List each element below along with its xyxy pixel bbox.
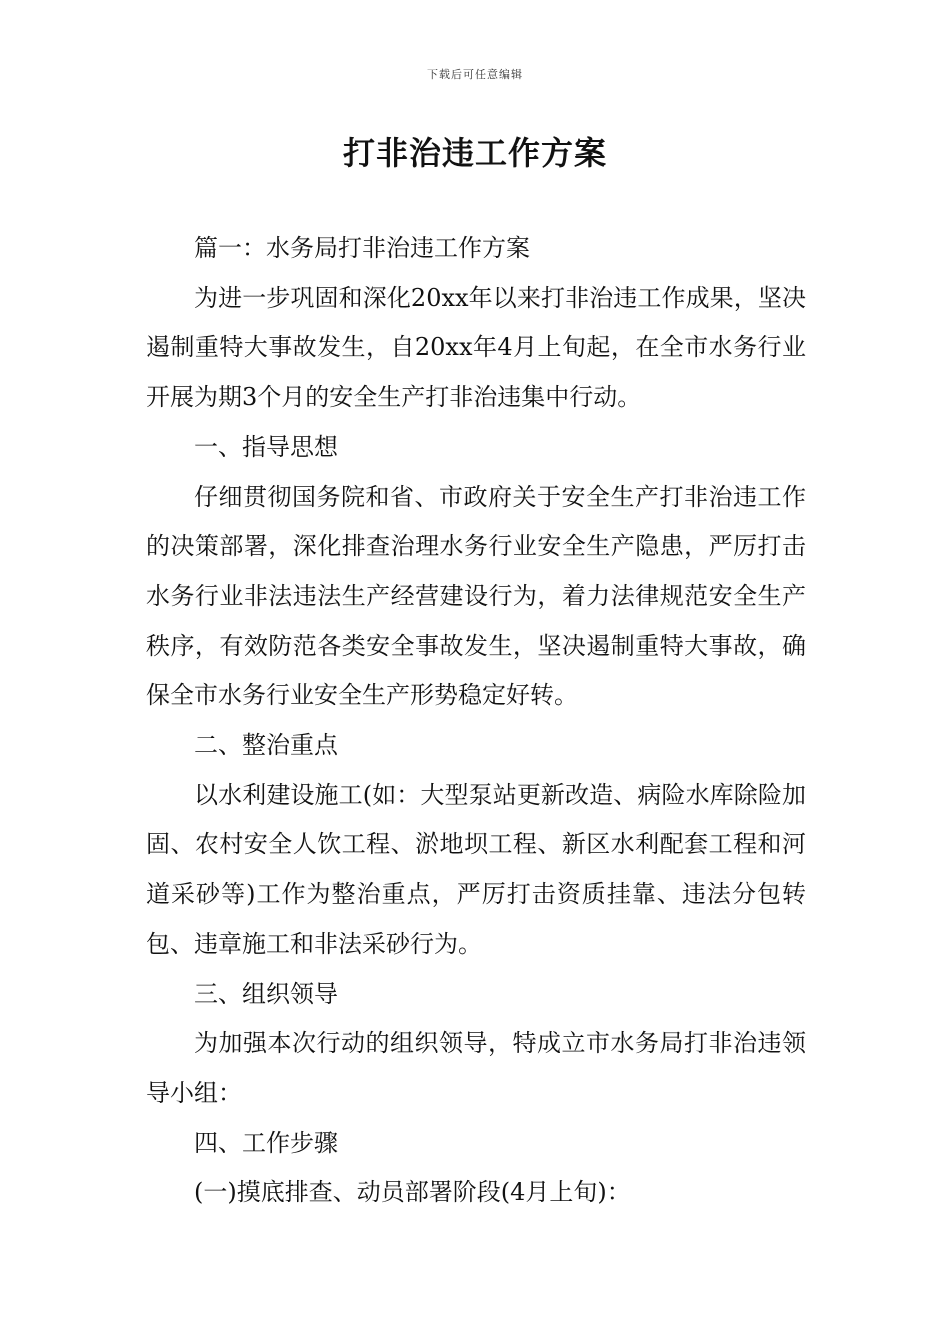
body-paragraph: 为加强本次行动的组织领导，特成立市水务局打非治违领导小组：: [146, 1029, 806, 1107]
section-heading: 四、工作步骤: [194, 1128, 338, 1157]
section-heading: 三、组织领导: [194, 979, 338, 1008]
body-paragraph: 以水利建设施工(如：大型泵站更新改造、病险水库除险加固、农村安全人饮工程、淤地坝工程、新区水利配套工程和河道采砂等)工作为整治重点，严厉打击资质挂靠、违法分包转包、违章施工和非法采砂行为。: [146, 780, 806, 958]
header-note: 下载后可任意编辑: [427, 68, 523, 81]
body-paragraph: 仔细贯彻国务院和省、市政府关于安全生产打非治违工作的决策部署，深化排查治理水务行业安全生产隐患，严厉打击水务行业非法违法生产经营建设行为，着力法律规范安全生产秩序，有效防范各类安全事故发生，坚决遏制重特大事故，确保全市水务行业安全生产形势稳定好转。: [146, 482, 806, 710]
document-body: [146, 224, 806, 1218]
section-heading: 一、指导思想: [194, 432, 338, 461]
section-heading: 篇一：水务局打非治违工作方案: [194, 234, 530, 262]
sub-section-heading: (一)摸底排查、动员部署阶段(4月上旬)：: [194, 1178, 631, 1207]
body-paragraph: 为进一步巩固和深化20xx年以来打非治违工作成果，坚决遏制重特大事故发生，自20xx年4月上旬起，在全市水务行业开展为期3个月的安全生产打非治违集中行动。: [146, 283, 806, 412]
document-title: 打非治违工作方案: [342, 134, 607, 172]
section-heading: 二、整治重点: [194, 731, 338, 760]
